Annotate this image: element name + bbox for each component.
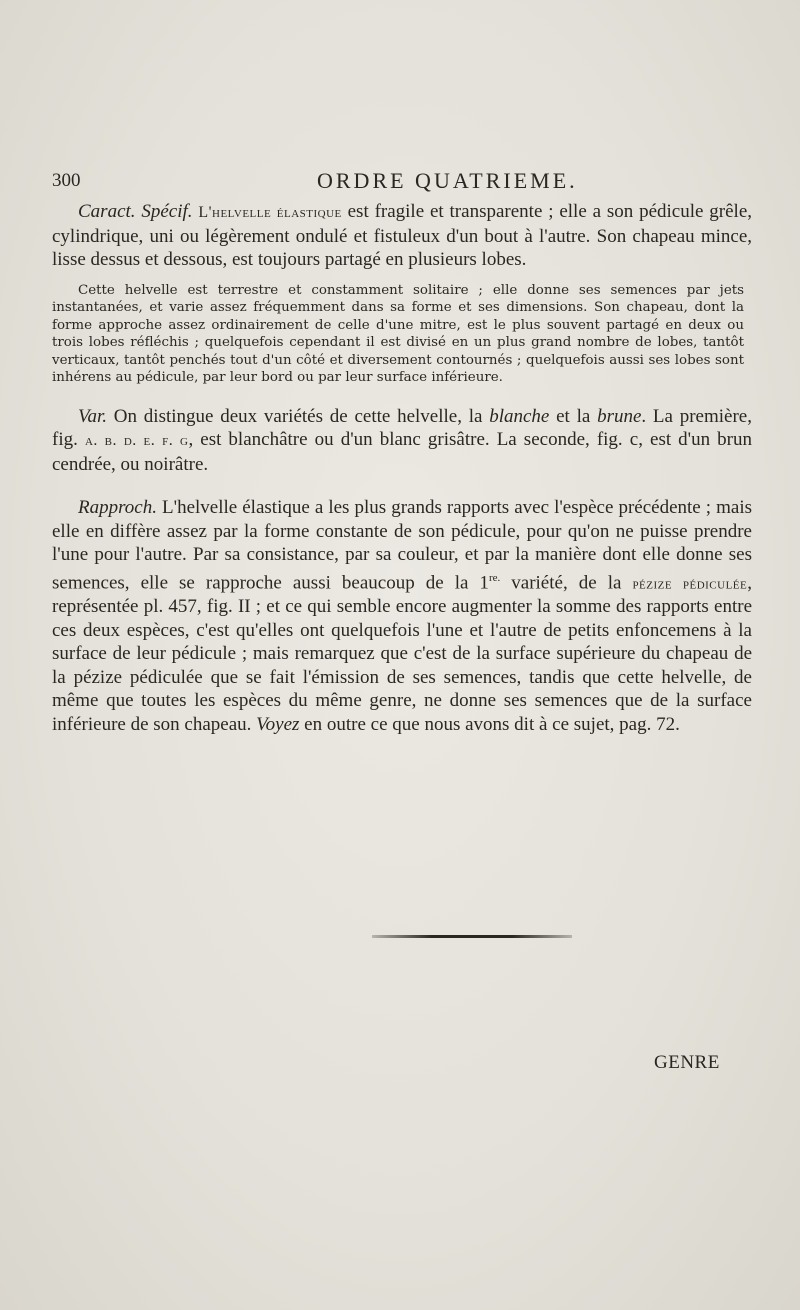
running-title: ORDRE QUATRIEME. (317, 168, 578, 193)
variety-brune: brune (597, 405, 642, 427)
var-text-1: On distingue deux variétés de cette helvelle, la (107, 405, 490, 427)
voyez-word: Voyez (256, 713, 300, 735)
caract-text: est fragile et transparente ; elle a son pédicule grêle, cylindrique, uni ou légèrement ondulé et fistuleux d'un bout à l'autre. Son chapeau mince, lisse dessus et dessous, est toujours partagé en plusieurs lobes. (52, 201, 753, 270)
caract-label: Caract. Spécif. (78, 201, 193, 222)
var-text-5: , est d'un brun cendrée, ou noirâtre. (52, 429, 753, 475)
var-paragraph (52, 405, 752, 477)
species-name: L'helvelle élastique (198, 204, 342, 221)
var-label: Var. (78, 405, 108, 427)
rapproch-text-1: L'helvelle élastique a les plus grands rapports avec l'espèce précédente ; mais elle en diffère assez par la forme constante de son pédicule, pour qu'on ne puisse prendre l'une pour l'autre. Par sa consistance, par sa couleur, et par la manière dont elle donne ses semences, elle se rapproche aussi beaucoup de la 1 (52, 497, 752, 593)
caract-paragraph (52, 200, 752, 272)
peziza-name: pézize pédiculée (632, 574, 748, 592)
rapproch-label: Rapproch. (78, 497, 157, 518)
page-header (52, 168, 752, 196)
catchword: GENRE (654, 1052, 720, 1073)
ordinal-suffix: re. (488, 571, 501, 584)
figure-refs-1: a. b. d. e. f. g (84, 432, 189, 449)
note-paragraph: Cette helvelle est terrestre et constamment solitaire ; elle donne ses semences par jets instantanées, et varie assez fréquemment dans sa forme et ses dimensions. Son chapeau, dont la forme approche assez ordinairement de celle d'une mitre, est le plus souvent partagé en deux ou trois lobes réfléchis ; quelquefois cependant il est divisé en un plus grand nombre de lobes, tantôt verticaux, tantôt penchés tout d'un côté et diversement contournés ; quelquefois aussi ses lobes sont inhérens au pédicule, par leur bord ou par leur surface inférieure. (52, 282, 744, 385)
var-text-4: , est blanchâtre ou d'un blanc grisâtre. La seconde, fig. (188, 429, 630, 450)
rapproch-text-4: en outre ce que nous avons dit à ce sujet, pag. 72. (299, 713, 680, 735)
var-text-3: . La première, fig. (52, 405, 752, 450)
var-text-2: et la (549, 405, 598, 427)
variety-blanche: blanche (489, 405, 550, 427)
section-divider (372, 935, 572, 938)
page-content (52, 168, 752, 736)
page-number: 300 (52, 170, 81, 191)
rapproch-paragraph (52, 496, 752, 736)
figure-refs-2: c (629, 429, 639, 450)
rapproch-text-2: variété, de la (500, 571, 633, 593)
rapproch-text-3: , représentée pl. 457, fig. II ; et ce qui semble encore augmenter la somme des rapports entre ces deux espèces, c'est qu'elles ont quelquefois l'une et l'autre de petits enfoncemens à la surface de leur pédicule ; mais remarquez que c'est de la surface supérieure du chapeau de la pézize pédiculée que se fait l'émission de ses semences, tandis que cette helvelle, de même que toutes les espèces du même genre, ne donne ses semences que de la surface inférieure de son chapeau. (52, 571, 752, 735)
